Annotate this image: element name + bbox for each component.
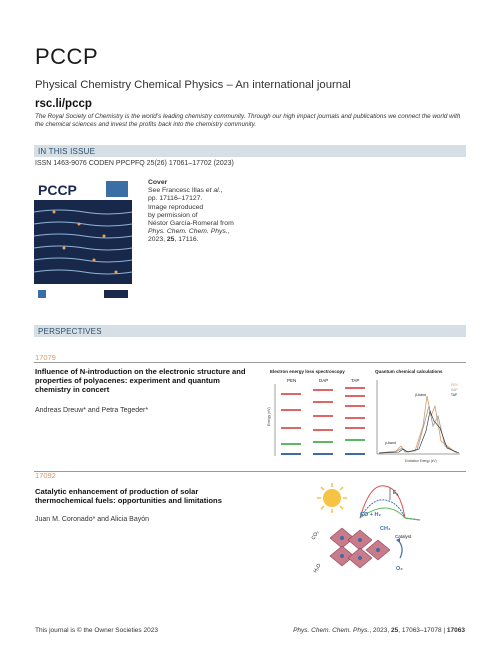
figure2-co-label: CO + H₂: [360, 512, 381, 518]
catalyst-lattice: [330, 528, 390, 568]
divider: [34, 362, 466, 363]
article-authors: Juan M. Coronado* and Alicia Bayón: [35, 516, 150, 523]
figure1-right-title: Quantum chemical calculations: [375, 369, 443, 374]
cover-line2: pp. 17116–17127.: [148, 195, 203, 203]
article-title[interactable]: Influence of N-introduction on the electronic structure and properties of polyacenes: experiment and quantum chemistry in concert: [35, 367, 246, 395]
figure2-co2-label: CO₂: [310, 529, 321, 541]
figure1-col1: PEN: [287, 378, 297, 383]
figure1-col3: TAP: [351, 378, 360, 383]
figure1-ylabel: Energy (eV): [267, 407, 271, 426]
cover-image[interactable]: [34, 178, 132, 306]
figure1-left-title: Electron energy loss spectroscopy: [270, 369, 345, 374]
figure1-band1: p-band: [385, 441, 396, 445]
journal-subtitle: Physical Chemistry Chemical Physics – An international journal: [35, 79, 351, 91]
cover-logo: PCCP: [38, 182, 77, 198]
cover-line1: See Francesc Illas et al.,: [148, 187, 223, 195]
divider: [34, 471, 466, 472]
mission-statement: The Royal Society of Chemistry is the world’s leading chemistry community. Through our high impact journals and publications we connect the world with the chemical sciences and invest the profits back into the chemistry community.: [35, 113, 461, 128]
figure2-catalyst-label: Catalyst: [395, 534, 412, 539]
figure2-ch4-label: CH₄: [380, 526, 391, 532]
cover-line3: Image reproduced: [148, 203, 204, 211]
figure2-ea-label: $E_a$: [393, 490, 399, 497]
in-this-issue-bar: [34, 145, 466, 157]
figure1-legend-1: PEN: [451, 383, 458, 387]
cover-line5: Néstor García-Romeral from: [148, 220, 234, 228]
in-this-issue-heading: IN THIS ISSUE: [38, 146, 96, 156]
cover-line4: by permission of: [148, 211, 198, 219]
issn-line: ISSN 1463-9076 CODEN PPCPFQ 25(26) 17061–17702 (2023): [35, 160, 234, 167]
footer-copyright: This journal is © the Owner Societies 2023: [35, 627, 158, 634]
cover-line7: 2023, 25, 17116.: [148, 236, 199, 244]
article-page-number: 17079: [35, 353, 56, 362]
journal-title: PCCP: [35, 44, 99, 69]
cover-illustration: [34, 178, 132, 306]
figure2-h2o-label: H₂O: [312, 562, 323, 574]
article-figure-spectroscopy: [265, 366, 465, 466]
figure1-xlabel: Excitation Energy (eV): [405, 459, 437, 463]
article-title[interactable]: Catalytic enhancement of production of solar thermochemical fuels: opportunities and limitations: [35, 487, 222, 506]
figure2-o2-label: O₂: [396, 566, 403, 572]
figure1-legend-3: TAP: [451, 393, 457, 397]
article-page-number: 17092: [35, 471, 56, 480]
sun-icon: [317, 483, 347, 513]
journal-url[interactable]: rsc.li/pccp: [35, 98, 92, 110]
cover-line6: Phys. Chem. Chem. Phys.,: [148, 228, 230, 236]
perspectives-bar: [34, 325, 466, 337]
figure1-band2: β-band: [415, 393, 426, 397]
cover-caption: [148, 179, 248, 245]
perspectives-heading: PERSPECTIVES: [38, 326, 102, 336]
article-authors: Andreas Dreuw* and Petra Tegeder*: [35, 407, 149, 414]
footer-citation: Phys. Chem. Chem. Phys., 2023, 25, 17063–17078 | 17063: [293, 627, 465, 634]
figure1-legend-2: DAP: [451, 388, 458, 392]
figure1-col2: DAP: [319, 378, 329, 383]
page-number: 17063: [446, 627, 465, 634]
article-figure-catalysis: [290, 478, 450, 583]
cover-heading: Cover: [148, 179, 168, 186]
